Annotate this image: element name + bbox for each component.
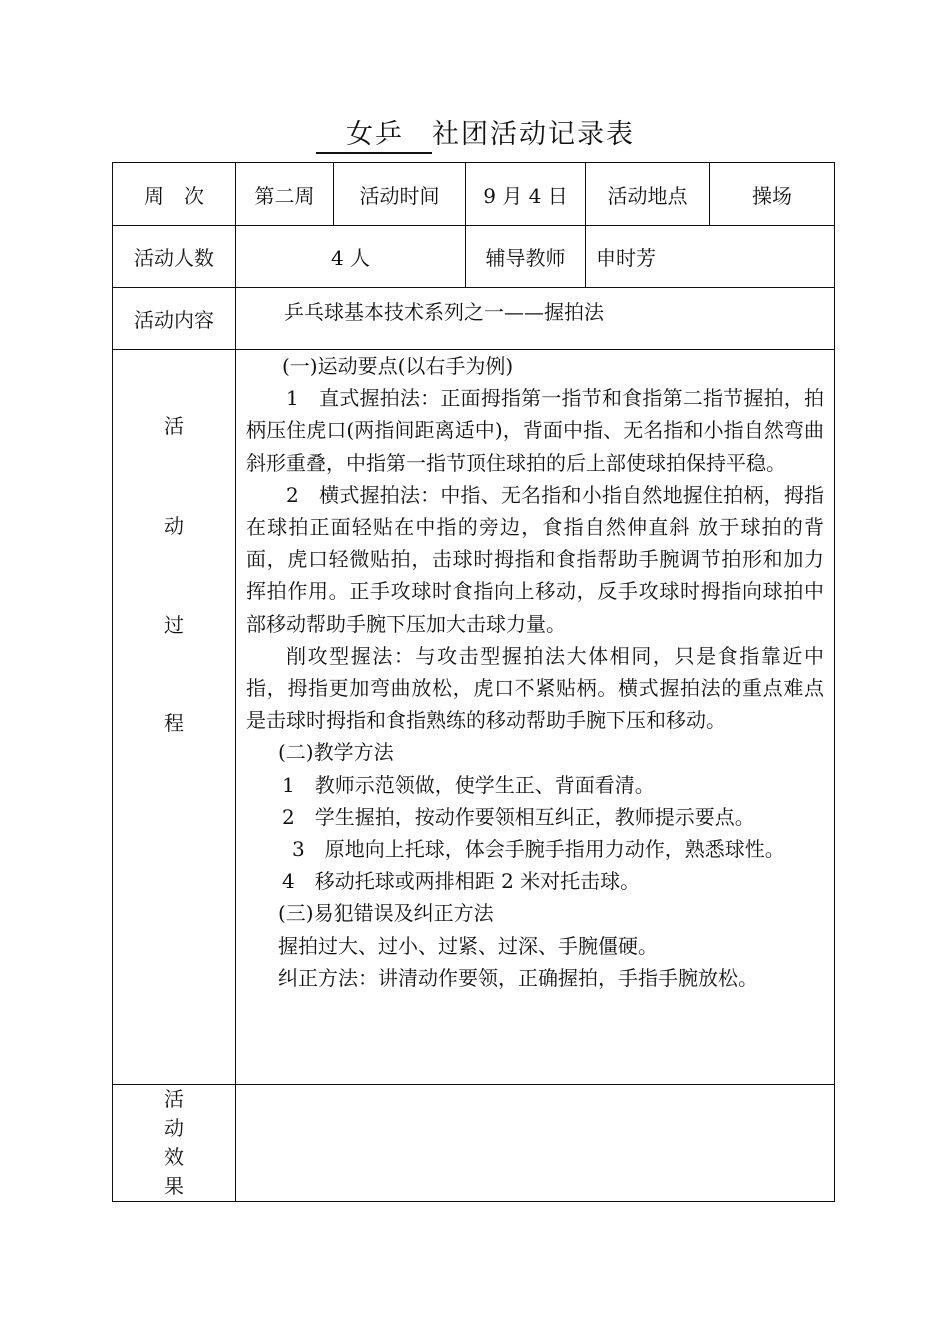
process-content [236, 350, 835, 1085]
week-label: 周 次 [113, 163, 236, 226]
process-heading-1: (一)运动要点(以右手为例) [282, 354, 514, 378]
process-label-char-2: 动 [164, 514, 184, 538]
process-step-4: 4 移动托球或两排相距 2 米对托击球。 [282, 869, 641, 894]
effect-label-char-4: 果 [164, 1174, 184, 1198]
process-step-1: 1 教师示范领做，使学生正、背面看清。 [282, 772, 655, 797]
teacher-label: 辅导教师 [466, 226, 586, 288]
activity-record-table [112, 162, 835, 1202]
effect-label [113, 1085, 236, 1202]
content-cell [236, 288, 835, 350]
count-value: 4 人 [236, 226, 466, 288]
process-label-char-4: 程 [164, 711, 184, 735]
process-paragraph-2: 2 横式握拍法：中指、无名指和小指自然地握住拍柄，拇指在球拍正面轻贴在中指的旁边，食指自然伸直斜 放于球拍的背面，虎口轻微贴拍，击球时拇指和食指帮助手腕调节拍形和加力挥拍作用。正手攻球时食指向上移动，反手攻球时拇指向球拍中部移动帮助手腕下压加大击球力量。 [246, 482, 824, 636]
week-value: 第二周 [236, 163, 334, 226]
process-paragraph-3: 削攻型握法：与攻击型握拍法大体相同，只是食指靠近中指，拇指更加弯曲放松，虎口不紧贴柄。横式握拍法的重点难点是击球时拇指和食指熟练的移动帮助手腕下压和移动。 [246, 643, 824, 733]
process-label [113, 350, 236, 1085]
process-paragraph-1: 1 直式握拍法：正面拇指第一指节和食指第二指节握拍，拍柄压住虎口(两指间距离适中)，背面中指、无名指和小指自然弯曲斜形重叠，中指第一指节顶住球拍的后上部使球拍保持平稳。 [246, 386, 824, 475]
process-heading-2: (二)教学方法 [278, 740, 394, 765]
title-main: 社团活动记录表 [432, 119, 635, 150]
page-title [0, 108, 950, 156]
effect-label-char-3: 效 [164, 1145, 184, 1169]
process-errors: 握拍过大、过小、过紧、过深、手腕僵硬。 [278, 933, 658, 958]
teacher-value: 申时芳 [586, 226, 835, 288]
effect-label-char-1: 活 [164, 1087, 184, 1111]
place-value: 操场 [710, 163, 835, 226]
time-value: 9 月 4 日 [466, 163, 586, 226]
place-label: 活动地点 [586, 163, 710, 226]
title-club-name: 女乒 [346, 119, 404, 150]
process-step-2: 2 学生握拍，按动作要领相互纠正，教师提示要点。 [282, 804, 755, 829]
content-value: 乒乓球基本技术系列之一——握拍法 [284, 300, 604, 324]
count-label: 活动人数 [113, 226, 236, 288]
time-label: 活动时间 [334, 163, 466, 226]
process-correction: 纠正方法：讲清动作要领，正确握拍，手指手腕放松。 [278, 965, 758, 990]
process-label-char-3: 过 [164, 613, 184, 637]
process-heading-3: (三)易犯错误及纠正方法 [278, 901, 494, 926]
process-step-3: 3 原地向上托球，体会手腕手指用力动作，熟悉球性。 [292, 837, 785, 862]
process-label-char-1: 活 [164, 414, 184, 438]
title-underline [316, 152, 432, 154]
effect-value [236, 1085, 835, 1202]
content-label: 活动内容 [113, 288, 236, 350]
effect-label-char-2: 动 [164, 1116, 184, 1140]
